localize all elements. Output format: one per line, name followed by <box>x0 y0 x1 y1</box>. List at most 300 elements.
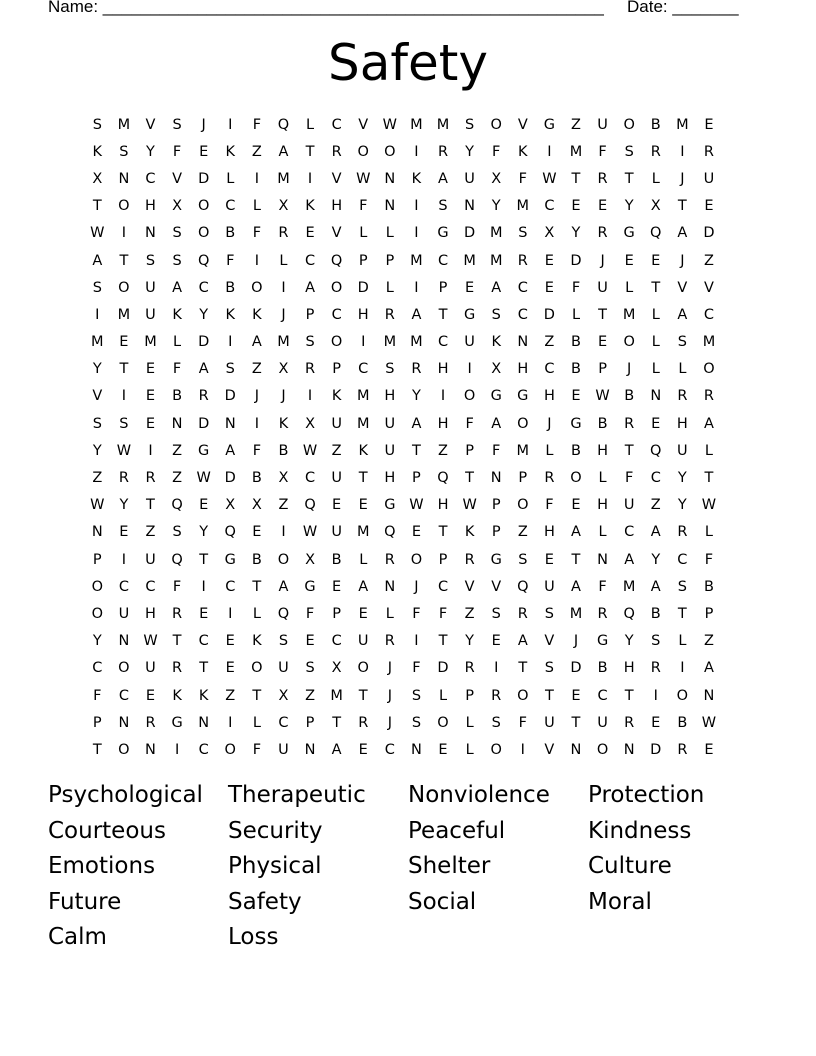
grid-letter: U <box>278 741 289 758</box>
grid-letter: J <box>387 714 392 731</box>
grid-letter: T <box>704 470 714 487</box>
grid-row <box>84 274 722 301</box>
grid-letter: W <box>116 442 132 459</box>
grid-letter: D <box>357 279 369 296</box>
grid-letter: N <box>118 170 130 187</box>
grid-letter: V <box>331 170 342 187</box>
grid-letter: L <box>651 334 660 351</box>
grid-letter: Z <box>278 497 289 514</box>
grid-letter: R <box>384 306 395 323</box>
grid-letter: V <box>464 578 475 595</box>
grid-letter: I <box>281 524 286 541</box>
grid-letter: E <box>225 660 235 677</box>
grid-letter: N <box>118 714 130 731</box>
grid-letter: N <box>224 415 236 432</box>
grid-letter: O <box>570 470 582 487</box>
grid-letter: N <box>517 334 529 351</box>
grid-letter: Z <box>703 252 714 269</box>
grid-letter: R <box>677 741 688 758</box>
grid-letter: O <box>118 279 130 296</box>
grid-letter: L <box>385 605 394 622</box>
grid-letter: B <box>677 714 688 731</box>
grid-letter: A <box>491 415 502 432</box>
grid-letter: N <box>384 578 396 595</box>
word-list-item: Therapeutic <box>228 782 366 808</box>
grid-letter: R <box>650 143 661 160</box>
grid-letter: R <box>411 361 422 378</box>
grid-letter: S <box>491 306 501 323</box>
grid-letter: F <box>492 442 501 459</box>
grid-letter: A <box>624 551 635 568</box>
grid-letter: A <box>703 415 714 432</box>
grid-letter: B <box>571 442 581 459</box>
grid-letter: F <box>518 170 527 187</box>
grid-letter: O <box>224 741 236 758</box>
grid-letter: O <box>251 660 263 677</box>
grid-letter: A <box>517 633 528 650</box>
grid-letter: T <box>92 198 102 215</box>
grid-letter: Q <box>171 551 183 568</box>
grid-letter: D <box>464 225 476 242</box>
grid-letter: R <box>145 470 156 487</box>
grid-letter: M <box>569 605 583 622</box>
word-list <box>48 778 768 956</box>
grid-letter: L <box>598 524 607 541</box>
grid-letter: L <box>625 279 634 296</box>
grid-letter: O <box>357 143 369 160</box>
name-field[interactable]: Name: _____________________________________________________ <box>48 0 604 16</box>
grid-letter: E <box>651 415 661 432</box>
grid-letter: U <box>623 497 635 514</box>
grid-letter: I <box>254 415 259 432</box>
grid-letter: U <box>597 714 608 731</box>
grid-letter: R <box>384 633 395 650</box>
grid-letter: E <box>145 687 156 704</box>
grid-letter: G <box>596 633 609 650</box>
grid-letter: J <box>201 116 206 133</box>
grid-letter: T <box>358 470 368 487</box>
grid-letter: K <box>225 306 236 323</box>
grid-letter: E <box>438 741 448 758</box>
grid-letter: V <box>331 225 342 242</box>
grid-letter: Q <box>277 116 290 133</box>
grid-letter: A <box>571 578 581 595</box>
grid-letter: Q <box>330 252 343 269</box>
name-date-line <box>48 0 739 17</box>
grid-letter: A <box>571 524 581 541</box>
grid-letter: I <box>121 551 127 568</box>
grid-letter: Q <box>517 578 529 595</box>
grid-letter: V <box>491 578 502 595</box>
grid-letter: R <box>677 524 688 541</box>
grid-letter: F <box>545 497 554 514</box>
grid-letter: S <box>172 252 182 269</box>
grid-letter: O <box>463 388 476 405</box>
grid-letter: E <box>145 361 156 378</box>
grid-letter: X <box>92 170 103 187</box>
grid-letter: I <box>414 225 419 242</box>
grid-letter: Z <box>464 605 475 622</box>
grid-letter: K <box>491 334 501 351</box>
grid-letter: Q <box>437 470 449 487</box>
grid-letter: U <box>384 415 396 432</box>
grid-letter: T <box>305 143 315 160</box>
grid-letter: Y <box>119 497 129 514</box>
grid-letter: F <box>172 143 182 160</box>
word-list-item: Physical <box>228 853 322 880</box>
grid-letter: Y <box>92 442 102 459</box>
grid-letter: A <box>650 524 661 541</box>
grid-letter: A <box>491 279 502 296</box>
grid-letter: G <box>463 306 476 323</box>
grid-letter: V <box>172 170 183 187</box>
grid-letter: H <box>623 660 635 677</box>
grid-letter: C <box>225 198 236 215</box>
grid-letter: R <box>703 143 714 160</box>
grid-letter: T <box>518 660 528 677</box>
grid-letter: T <box>146 497 155 514</box>
grid-letter: G <box>570 415 582 432</box>
grid-letter: M <box>383 334 397 351</box>
grid-letter: R <box>384 551 395 568</box>
grid-letter: A <box>677 306 688 323</box>
grid-letter: U <box>357 633 369 650</box>
grid-letter: C <box>118 578 129 595</box>
grid-letter: N <box>384 170 396 187</box>
grid-letter: E <box>145 415 156 432</box>
word-list-item: Culture <box>588 853 672 880</box>
grid-letter: P <box>332 605 342 622</box>
grid-letter: I <box>494 660 499 677</box>
grid-letter: K <box>305 198 315 215</box>
grid-letter: Q <box>197 252 210 269</box>
grid-letter: T <box>199 551 209 568</box>
grid-letter: O <box>91 605 103 622</box>
grid-letter: X <box>331 660 342 677</box>
grid-letter: R <box>464 551 475 568</box>
grid-letter: L <box>465 741 474 758</box>
grid-letter: O <box>623 334 635 351</box>
grid-letter: C <box>92 660 103 677</box>
grid-letter: Y <box>624 198 634 215</box>
grid-letter: V <box>92 388 103 405</box>
grid-letter: L <box>252 605 261 622</box>
grid-letter: F <box>518 714 527 731</box>
grid-letter: C <box>677 551 688 568</box>
grid-letter: E <box>544 252 554 269</box>
grid-letter: S <box>119 415 129 432</box>
grid-letter: F <box>412 605 421 622</box>
grid-letter: T <box>571 714 581 731</box>
grid-letter: P <box>465 442 474 459</box>
grid-letter: Y <box>491 198 501 215</box>
grid-letter: R <box>305 361 316 378</box>
grid-letter: M <box>356 388 370 405</box>
grid-letter: Z <box>650 497 661 514</box>
grid-letter: A <box>305 279 315 296</box>
grid-letter: Y <box>677 470 687 487</box>
grid-letter: Q <box>224 524 236 541</box>
grid-letter: U <box>544 714 555 731</box>
grid-row <box>84 138 722 165</box>
grid-row <box>84 111 722 138</box>
grid-letter: F <box>598 143 607 160</box>
grid-letter: L <box>385 225 394 242</box>
grid-letter: N <box>570 741 582 758</box>
date-field[interactable]: Date: _______ <box>627 0 739 16</box>
grid-letter: U <box>278 660 289 677</box>
grid-letter: W <box>196 470 211 487</box>
grid-letter: T <box>92 741 102 758</box>
grid-letter: L <box>704 524 713 541</box>
grid-letter: I <box>307 170 313 187</box>
grid-letter: A <box>251 334 262 351</box>
grid-letter: R <box>145 714 156 731</box>
grid-letter: C <box>437 334 449 351</box>
grid-row <box>84 628 722 655</box>
grid-letter: B <box>251 470 262 487</box>
grid-letter: O <box>330 279 343 296</box>
grid-letter: T <box>677 605 687 622</box>
grid-letter: W <box>701 497 717 514</box>
grid-letter: S <box>411 714 422 731</box>
grid-letter: U <box>384 442 396 459</box>
grid-letter: B <box>251 551 262 568</box>
grid-letter: B <box>624 388 635 405</box>
grid-letter: W <box>143 633 158 650</box>
grid-letter: I <box>414 279 419 296</box>
grid-row <box>84 247 722 274</box>
grid-letter: T <box>438 306 448 323</box>
grid-letter: C <box>517 306 528 323</box>
grid-letter: P <box>438 551 448 568</box>
grid-letter: X <box>278 470 289 487</box>
grid-letter: C <box>358 361 369 378</box>
grid-letter: B <box>331 551 342 568</box>
grid-letter: N <box>118 633 130 650</box>
grid-letter: P <box>491 497 501 514</box>
grid-letter: X <box>305 551 316 568</box>
grid-letter: Q <box>171 497 183 514</box>
grid-letter: N <box>145 225 156 242</box>
grid-letter: F <box>359 198 368 215</box>
grid-letter: I <box>440 388 446 405</box>
word-list-item: Emotions <box>48 853 156 880</box>
grid-letter: I <box>228 714 233 731</box>
grid-letter: L <box>545 442 554 459</box>
grid-letter: E <box>704 116 714 133</box>
grid-row <box>84 736 722 763</box>
grid-letter: A <box>677 225 688 242</box>
grid-letter: M <box>117 116 131 133</box>
grid-letter: H <box>437 497 449 514</box>
grid-letter: T <box>252 687 262 704</box>
grid-letter: T <box>119 252 129 269</box>
grid-letter: T <box>358 687 368 704</box>
grid-letter: B <box>172 388 183 405</box>
grid-letter: S <box>465 116 475 133</box>
grid-letter: X <box>225 497 236 514</box>
grid-letter: Y <box>92 633 102 650</box>
grid-letter: O <box>384 143 396 160</box>
grid-letter: P <box>465 687 474 704</box>
grid-row <box>84 165 722 192</box>
word-list-item: Future <box>48 888 122 915</box>
grid-letter: N <box>623 741 635 758</box>
grid-letter: T <box>571 551 581 568</box>
grid-letter: R <box>517 252 528 269</box>
grid-letter: Z <box>517 524 528 541</box>
grid-letter: Y <box>199 306 209 323</box>
grid-row <box>84 546 722 573</box>
grid-letter: G <box>543 116 556 133</box>
grid-letter: S <box>225 361 235 378</box>
grid-letter: I <box>653 687 658 704</box>
grid-letter: C <box>437 578 449 595</box>
grid-letter: K <box>252 633 262 650</box>
grid-letter: A <box>92 252 103 269</box>
grid-row <box>84 383 722 410</box>
grid-letter: E <box>651 714 661 731</box>
grid-letter: N <box>490 470 502 487</box>
grid-letter: R <box>172 660 183 677</box>
grid-letter: W <box>90 497 105 514</box>
grid-letter: E <box>199 497 209 514</box>
grid-row <box>84 356 722 383</box>
grid-letter: I <box>414 143 419 160</box>
grid-letter: U <box>145 660 156 677</box>
grid-letter: R <box>624 714 635 731</box>
grid-letter: J <box>573 633 579 650</box>
grid-letter: I <box>520 741 525 758</box>
grid-letter: A <box>358 578 369 595</box>
grid-letter: F <box>252 442 262 459</box>
grid-letter: T <box>411 442 421 459</box>
word-list-item: Kindness <box>588 817 692 844</box>
grid-letter: T <box>624 442 634 459</box>
grid-letter: O <box>596 741 609 758</box>
grid-letter: C <box>304 470 316 487</box>
grid-letter: H <box>437 361 449 378</box>
grid-letter: A <box>172 279 183 296</box>
grid-letter: J <box>387 687 392 704</box>
grid-letter: C <box>198 279 209 296</box>
grid-letter: B <box>650 116 661 133</box>
grid-letter: W <box>302 442 318 459</box>
grid-letter: F <box>93 687 102 704</box>
grid-letter: I <box>414 198 419 215</box>
grid-row <box>84 519 722 546</box>
grid-letter: S <box>624 143 634 160</box>
grid-letter: N <box>410 741 422 758</box>
grid-letter: G <box>171 714 183 731</box>
grid-letter: C <box>544 198 555 215</box>
grid-letter: O <box>357 660 369 677</box>
grid-letter: G <box>437 225 449 242</box>
grid-letter: N <box>597 551 608 568</box>
grid-letter: L <box>252 714 261 731</box>
grid-letter: V <box>358 116 369 133</box>
grid-letter: C <box>650 470 661 487</box>
grid-letter: H <box>597 497 609 514</box>
grid-letter: I <box>228 605 233 622</box>
grid-letter: Y <box>571 225 581 242</box>
grid-letter: V <box>677 279 688 296</box>
grid-letter: H <box>517 361 529 378</box>
word-list-item: Shelter <box>408 853 491 880</box>
grid-letter: L <box>678 361 687 378</box>
grid-letter: U <box>145 306 156 323</box>
grid-letter: I <box>95 306 100 323</box>
grid-letter: K <box>252 306 262 323</box>
grid-letter: C <box>278 714 289 731</box>
grid-letter: M <box>356 415 370 432</box>
grid-letter: B <box>278 442 289 459</box>
grid-row <box>84 329 722 356</box>
grid-letter: X <box>491 361 502 378</box>
grid-letter: F <box>625 470 634 487</box>
grid-letter: O <box>118 198 130 215</box>
grid-letter: Z <box>225 687 236 704</box>
grid-letter: E <box>651 252 661 269</box>
grid-letter: Y <box>465 143 475 160</box>
grid-letter: K <box>172 306 182 323</box>
grid-letter: J <box>627 361 632 378</box>
grid-letter: L <box>678 633 687 650</box>
grid-letter: L <box>465 714 474 731</box>
word-list-item: Psychological <box>48 782 203 808</box>
grid-letter: B <box>571 361 581 378</box>
grid-letter: E <box>597 334 608 351</box>
grid-letter: F <box>438 605 448 622</box>
grid-letter: F <box>172 578 182 595</box>
grid-letter: A <box>703 660 714 677</box>
grid-letter: X <box>278 687 289 704</box>
grid-letter: M <box>277 170 290 187</box>
grid-letter: E <box>624 252 634 269</box>
grid-letter: F <box>492 143 501 160</box>
grid-letter: R <box>118 470 129 487</box>
grid-letter: Z <box>92 470 103 487</box>
grid-letter: I <box>121 225 127 242</box>
word-list-item: Calm <box>48 924 107 951</box>
grid-letter: E <box>332 578 342 595</box>
grid-letter: F <box>412 660 421 677</box>
grid-letter: B <box>225 279 236 296</box>
grid-letter: E <box>358 741 368 758</box>
grid-letter: P <box>332 361 342 378</box>
grid-letter: D <box>437 660 449 677</box>
grid-letter: O <box>623 116 635 133</box>
grid-letter: B <box>225 225 236 242</box>
grid-letter: O <box>676 687 689 704</box>
grid-letter: T <box>544 687 554 704</box>
grid-letter: L <box>704 442 713 459</box>
grid-letter: U <box>331 415 342 432</box>
grid-letter: K <box>411 170 422 187</box>
grid-letter: V <box>703 279 714 296</box>
grid-letter: W <box>701 714 717 731</box>
grid-letter: Z <box>703 633 714 650</box>
grid-letter: J <box>680 170 685 187</box>
grid-letter: U <box>677 442 688 459</box>
grid-letter: B <box>703 578 714 595</box>
grid-letter: S <box>92 116 102 133</box>
grid-row <box>84 410 722 437</box>
grid-letter: I <box>121 388 127 405</box>
grid-letter: D <box>650 741 662 758</box>
grid-letter: M <box>410 116 423 133</box>
